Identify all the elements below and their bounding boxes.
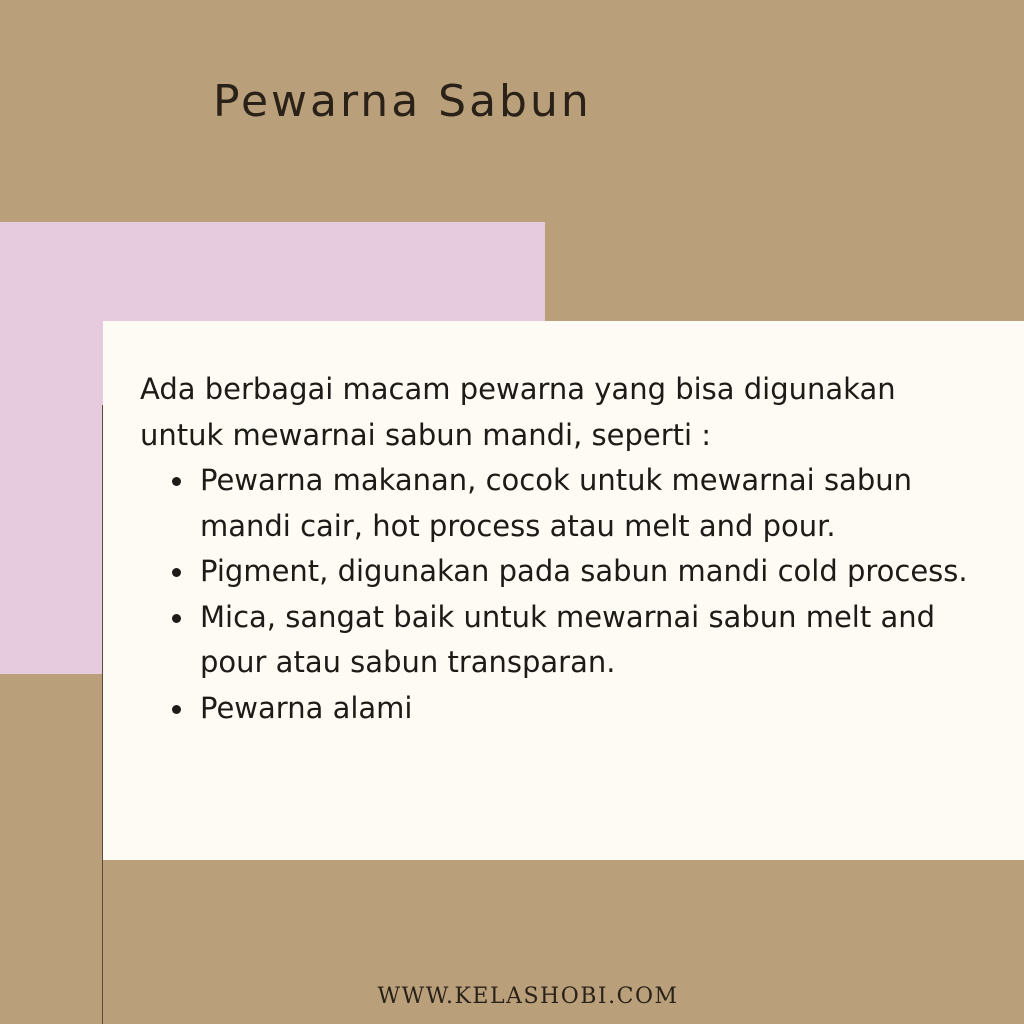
list-item-text: Pigment, digunakan pada sabun mandi cold process. (200, 554, 968, 588)
colorant-list (140, 458, 970, 731)
list-item (140, 595, 970, 686)
list-item-text: Pewarna alami (200, 690, 413, 725)
bullet-icon (172, 614, 181, 623)
content-card (103, 321, 1024, 860)
list-item (140, 686, 970, 732)
list-item (140, 458, 970, 549)
list-item (140, 549, 970, 595)
page-title: Pewarna Sabun (213, 76, 592, 127)
list-item-text: Pewarna makanan, cocok untuk mewarnai sabun mandi cair, hot process atau melt and pour. (200, 463, 912, 543)
intro-text: Ada berbagai macam pewarna yang bisa digunakan untuk mewarnai sabun mandi, seperti : (140, 372, 896, 452)
list-item-text: Mica, sangat baik untuk mewarnai sabun melt and pour atau sabun transparan. (200, 599, 936, 679)
bullet-icon (172, 705, 181, 714)
bullet-icon (172, 568, 181, 577)
website-url: WWW.KELASHOBI.COM (377, 984, 679, 1009)
bullet-icon (172, 477, 181, 486)
card-text (140, 367, 970, 731)
